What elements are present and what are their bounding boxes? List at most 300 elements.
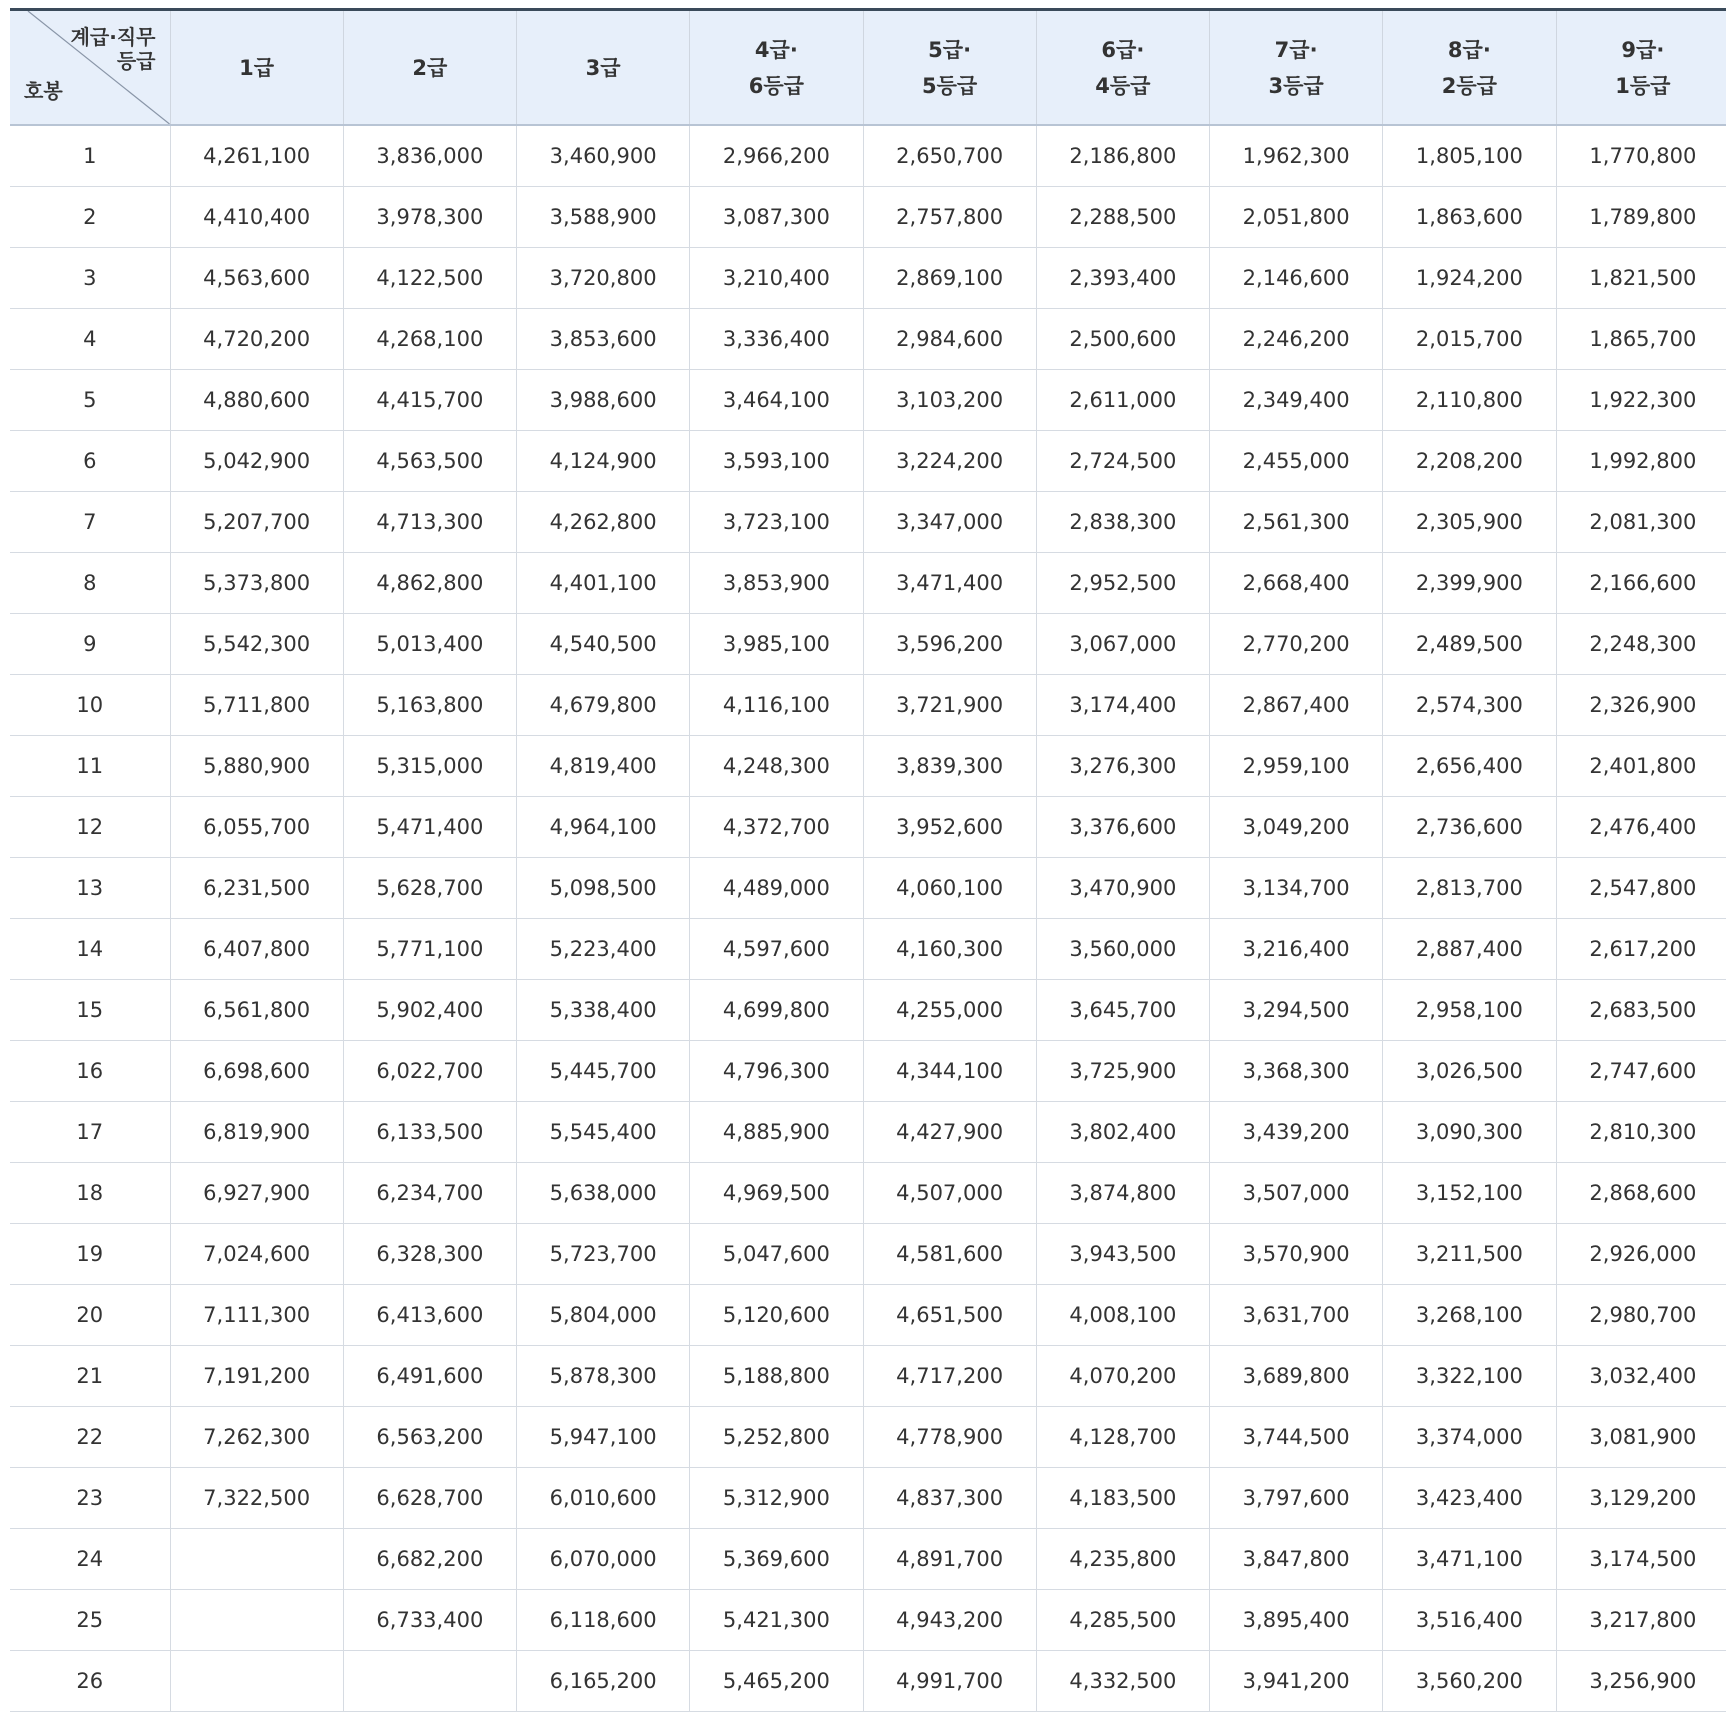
step-cell: 23 <box>10 1468 170 1529</box>
salary-cell: 5,098,500 <box>517 858 690 919</box>
salary-cell: 3,720,800 <box>517 248 690 309</box>
salary-cell: 2,668,400 <box>1210 553 1383 614</box>
salary-cell: 4,128,700 <box>1036 1407 1209 1468</box>
table-row <box>10 1529 1726 1590</box>
salary-cell: 5,421,300 <box>690 1590 863 1651</box>
step-cell: 22 <box>10 1407 170 1468</box>
salary-cell: 3,516,400 <box>1383 1590 1556 1651</box>
salary-cell: 4,410,400 <box>170 187 343 248</box>
step-cell: 14 <box>10 919 170 980</box>
salary-cell: 2,081,300 <box>1556 492 1726 553</box>
salary-cell: 3,470,900 <box>1036 858 1209 919</box>
corner-header-cell <box>10 10 170 126</box>
salary-cell: 3,460,900 <box>517 125 690 187</box>
salary-cell: 5,723,700 <box>517 1224 690 1285</box>
salary-cell: 5,373,800 <box>170 553 343 614</box>
table-row <box>10 858 1726 919</box>
salary-cell: 6,733,400 <box>343 1590 516 1651</box>
salary-cell: 3,067,000 <box>1036 614 1209 675</box>
table-row <box>10 614 1726 675</box>
salary-cell: 2,813,700 <box>1383 858 1556 919</box>
step-cell: 3 <box>10 248 170 309</box>
salary-cell: 3,725,900 <box>1036 1041 1209 1102</box>
salary-cell: 1,789,800 <box>1556 187 1726 248</box>
table-row <box>10 1285 1726 1346</box>
salary-cell: 5,369,600 <box>690 1529 863 1590</box>
salary-cell: 7,322,500 <box>170 1468 343 1529</box>
salary-cell: 3,560,000 <box>1036 919 1209 980</box>
salary-cell: 4,070,200 <box>1036 1346 1209 1407</box>
column-header: 4급· 6등급 <box>690 10 863 126</box>
table-row <box>10 309 1726 370</box>
salary-cell: 3,336,400 <box>690 309 863 370</box>
corner-label-grade: 계급·직무 <box>70 25 156 49</box>
salary-cell: 4,415,700 <box>343 370 516 431</box>
salary-cell: 6,682,200 <box>343 1529 516 1590</box>
salary-cell: 1,992,800 <box>1556 431 1726 492</box>
salary-cell: 3,593,100 <box>690 431 863 492</box>
salary-cell: 4,332,500 <box>1036 1651 1209 1712</box>
salary-cell: 4,880,600 <box>170 370 343 431</box>
salary-cell: 6,070,000 <box>517 1529 690 1590</box>
salary-cell: 2,868,600 <box>1556 1163 1726 1224</box>
salary-cell: 1,922,300 <box>1556 370 1726 431</box>
salary-cell: 5,207,700 <box>170 492 343 553</box>
salary-cell: 1,962,300 <box>1210 125 1383 187</box>
salary-cell: 2,724,500 <box>1036 431 1209 492</box>
salary-cell: 2,393,400 <box>1036 248 1209 309</box>
salary-cell: 4,862,800 <box>343 553 516 614</box>
salary-cell: 5,445,700 <box>517 1041 690 1102</box>
salary-cell: 4,372,700 <box>690 797 863 858</box>
salary-cell: 3,721,900 <box>863 675 1036 736</box>
corner-label-step: 호봉 <box>24 79 63 103</box>
salary-cell: 3,090,300 <box>1383 1102 1556 1163</box>
salary-cell: 5,771,100 <box>343 919 516 980</box>
table-row <box>10 980 1726 1041</box>
step-cell: 10 <box>10 675 170 736</box>
salary-cell <box>170 1590 343 1651</box>
salary-cell: 4,778,900 <box>863 1407 1036 1468</box>
salary-cell: 6,698,600 <box>170 1041 343 1102</box>
salary-cell: 3,596,200 <box>863 614 1036 675</box>
salary-cell: 3,081,900 <box>1556 1407 1726 1468</box>
step-cell: 18 <box>10 1163 170 1224</box>
salary-cell: 5,902,400 <box>343 980 516 1041</box>
salary-cell: 6,055,700 <box>170 797 343 858</box>
salary-cell: 5,471,400 <box>343 797 516 858</box>
salary-cell: 7,111,300 <box>170 1285 343 1346</box>
salary-cell <box>170 1529 343 1590</box>
salary-cell: 5,312,900 <box>690 1468 863 1529</box>
salary-cell: 4,489,000 <box>690 858 863 919</box>
salary-cell: 2,867,400 <box>1210 675 1383 736</box>
salary-cell: 2,887,400 <box>1383 919 1556 980</box>
salary-cell: 4,427,900 <box>863 1102 1036 1163</box>
salary-cell: 4,183,500 <box>1036 1468 1209 1529</box>
salary-cell: 4,837,300 <box>863 1468 1036 1529</box>
table-row <box>10 1224 1726 1285</box>
salary-cell: 4,891,700 <box>863 1529 1036 1590</box>
salary-cell: 2,146,600 <box>1210 248 1383 309</box>
salary-cell: 2,683,500 <box>1556 980 1726 1041</box>
step-cell: 8 <box>10 553 170 614</box>
salary-cell: 1,865,700 <box>1556 309 1726 370</box>
salary-cell: 2,747,600 <box>1556 1041 1726 1102</box>
salary-cell: 3,423,400 <box>1383 1468 1556 1529</box>
salary-cell: 1,863,600 <box>1383 187 1556 248</box>
salary-cell: 2,926,000 <box>1556 1224 1726 1285</box>
table-row <box>10 736 1726 797</box>
salary-cell: 4,268,100 <box>343 309 516 370</box>
salary-cell: 3,507,000 <box>1210 1163 1383 1224</box>
salary-cell: 3,134,700 <box>1210 858 1383 919</box>
salary-cell: 1,924,200 <box>1383 248 1556 309</box>
salary-table <box>10 8 1726 1712</box>
column-header: 8급· 2등급 <box>1383 10 1556 126</box>
table-row <box>10 553 1726 614</box>
salary-cell: 3,631,700 <box>1210 1285 1383 1346</box>
salary-cell: 3,217,800 <box>1556 1590 1726 1651</box>
salary-cell: 4,964,100 <box>517 797 690 858</box>
step-cell: 21 <box>10 1346 170 1407</box>
salary-cell: 3,464,100 <box>690 370 863 431</box>
table-row <box>10 1163 1726 1224</box>
salary-cell: 5,315,000 <box>343 736 516 797</box>
salary-cell: 4,248,300 <box>690 736 863 797</box>
salary-cell: 4,235,800 <box>1036 1529 1209 1590</box>
salary-cell: 4,122,500 <box>343 248 516 309</box>
salary-cell: 2,399,900 <box>1383 553 1556 614</box>
table-row <box>10 1468 1726 1529</box>
salary-cell: 4,008,100 <box>1036 1285 1209 1346</box>
salary-cell <box>343 1651 516 1712</box>
salary-cell: 2,984,600 <box>863 309 1036 370</box>
salary-cell: 3,471,100 <box>1383 1529 1556 1590</box>
salary-cell: 5,465,200 <box>690 1651 863 1712</box>
salary-cell: 2,110,800 <box>1383 370 1556 431</box>
salary-cell: 4,255,000 <box>863 980 1036 1041</box>
salary-cell: 4,262,800 <box>517 492 690 553</box>
column-header: 2급 <box>343 10 516 126</box>
salary-cell: 3,210,400 <box>690 248 863 309</box>
salary-cell: 6,165,200 <box>517 1651 690 1712</box>
corner-label-class: 등급 <box>116 49 156 73</box>
salary-cell: 5,947,100 <box>517 1407 690 1468</box>
salary-cell: 5,047,600 <box>690 1224 863 1285</box>
salary-cell: 5,042,900 <box>170 431 343 492</box>
table-body <box>10 125 1726 1712</box>
salary-cell: 3,645,700 <box>1036 980 1209 1041</box>
salary-cell: 3,836,000 <box>343 125 516 187</box>
salary-cell: 5,628,700 <box>343 858 516 919</box>
salary-cell: 5,188,800 <box>690 1346 863 1407</box>
salary-cell: 4,699,800 <box>690 980 863 1041</box>
salary-cell: 3,588,900 <box>517 187 690 248</box>
step-cell: 25 <box>10 1590 170 1651</box>
salary-cell: 4,581,600 <box>863 1224 1036 1285</box>
salary-cell: 2,869,100 <box>863 248 1036 309</box>
salary-cell: 2,246,200 <box>1210 309 1383 370</box>
salary-cell: 2,757,800 <box>863 187 1036 248</box>
salary-cell: 3,952,600 <box>863 797 1036 858</box>
salary-cell: 2,476,400 <box>1556 797 1726 858</box>
column-header: 1급 <box>170 10 343 126</box>
salary-cell: 3,560,200 <box>1383 1651 1556 1712</box>
salary-cell: 4,124,900 <box>517 431 690 492</box>
salary-cell: 4,344,100 <box>863 1041 1036 1102</box>
salary-cell: 3,216,400 <box>1210 919 1383 980</box>
table-row <box>10 1590 1726 1651</box>
salary-cell: 2,736,600 <box>1383 797 1556 858</box>
salary-cell: 7,024,600 <box>170 1224 343 1285</box>
salary-cell: 2,980,700 <box>1556 1285 1726 1346</box>
salary-cell: 3,943,500 <box>1036 1224 1209 1285</box>
salary-cell: 3,103,200 <box>863 370 1036 431</box>
table-row <box>10 1102 1726 1163</box>
salary-cell: 3,839,300 <box>863 736 1036 797</box>
salary-cell: 2,500,600 <box>1036 309 1209 370</box>
salary-cell: 6,561,800 <box>170 980 343 1041</box>
salary-cell: 2,650,700 <box>863 125 1036 187</box>
salary-cell: 2,305,900 <box>1383 492 1556 553</box>
salary-cell: 3,347,000 <box>863 492 1036 553</box>
salary-cell: 2,349,400 <box>1210 370 1383 431</box>
salary-cell: 3,723,100 <box>690 492 863 553</box>
salary-cell: 3,941,200 <box>1210 1651 1383 1712</box>
salary-cell: 2,455,000 <box>1210 431 1383 492</box>
step-cell: 19 <box>10 1224 170 1285</box>
salary-cell: 5,880,900 <box>170 736 343 797</box>
step-cell: 1 <box>10 125 170 187</box>
step-cell: 12 <box>10 797 170 858</box>
salary-cell: 4,285,500 <box>1036 1590 1209 1651</box>
salary-cell: 5,338,400 <box>517 980 690 1041</box>
salary-cell: 6,927,900 <box>170 1163 343 1224</box>
salary-cell: 3,874,800 <box>1036 1163 1209 1224</box>
salary-cell: 2,186,800 <box>1036 125 1209 187</box>
salary-cell: 4,943,200 <box>863 1590 1036 1651</box>
column-header: 6급· 4등급 <box>1036 10 1209 126</box>
salary-cell: 4,563,600 <box>170 248 343 309</box>
step-cell: 20 <box>10 1285 170 1346</box>
salary-cell: 6,010,600 <box>517 1468 690 1529</box>
salary-cell: 1,821,500 <box>1556 248 1726 309</box>
salary-cell: 1,805,100 <box>1383 125 1556 187</box>
salary-cell: 5,223,400 <box>517 919 690 980</box>
salary-cell: 2,288,500 <box>1036 187 1209 248</box>
salary-cell: 3,129,200 <box>1556 1468 1726 1529</box>
salary-cell: 4,991,700 <box>863 1651 1036 1712</box>
table-row <box>10 492 1726 553</box>
salary-cell: 6,491,600 <box>343 1346 516 1407</box>
table-row <box>10 1346 1726 1407</box>
column-header: 5급· 5등급 <box>863 10 1036 126</box>
salary-cell: 2,838,300 <box>1036 492 1209 553</box>
salary-cell: 2,810,300 <box>1556 1102 1726 1163</box>
salary-cell: 3,985,100 <box>690 614 863 675</box>
step-cell: 5 <box>10 370 170 431</box>
table-row <box>10 797 1726 858</box>
salary-cell: 2,547,800 <box>1556 858 1726 919</box>
salary-cell: 4,563,500 <box>343 431 516 492</box>
salary-cell: 2,656,400 <box>1383 736 1556 797</box>
step-cell: 16 <box>10 1041 170 1102</box>
table-row <box>10 919 1726 980</box>
salary-cell: 2,248,300 <box>1556 614 1726 675</box>
salary-cell: 4,885,900 <box>690 1102 863 1163</box>
salary-cell: 2,617,200 <box>1556 919 1726 980</box>
salary-cell: 5,013,400 <box>343 614 516 675</box>
salary-cell: 3,224,200 <box>863 431 1036 492</box>
table-row <box>10 248 1726 309</box>
salary-cell: 5,120,600 <box>690 1285 863 1346</box>
step-cell: 4 <box>10 309 170 370</box>
table-row <box>10 1407 1726 1468</box>
salary-cell: 6,234,700 <box>343 1163 516 1224</box>
salary-cell: 3,978,300 <box>343 187 516 248</box>
salary-cell: 4,679,800 <box>517 675 690 736</box>
salary-cell: 4,713,300 <box>343 492 516 553</box>
salary-cell: 6,413,600 <box>343 1285 516 1346</box>
salary-cell: 4,597,600 <box>690 919 863 980</box>
salary-cell: 6,563,200 <box>343 1407 516 1468</box>
table-row <box>10 125 1726 187</box>
salary-cell: 2,958,100 <box>1383 980 1556 1041</box>
salary-cell: 5,638,000 <box>517 1163 690 1224</box>
salary-cell: 3,376,600 <box>1036 797 1209 858</box>
salary-cell: 4,160,300 <box>863 919 1036 980</box>
salary-cell: 6,819,900 <box>170 1102 343 1163</box>
table-row <box>10 675 1726 736</box>
salary-cell: 4,796,300 <box>690 1041 863 1102</box>
salary-cell: 2,326,900 <box>1556 675 1726 736</box>
step-cell: 13 <box>10 858 170 919</box>
salary-cell: 3,087,300 <box>690 187 863 248</box>
salary-cell: 4,717,200 <box>863 1346 1036 1407</box>
table-row <box>10 431 1726 492</box>
salary-cell: 3,988,600 <box>517 370 690 431</box>
salary-cell: 3,895,400 <box>1210 1590 1383 1651</box>
salary-cell: 3,152,100 <box>1383 1163 1556 1224</box>
salary-cell: 4,720,200 <box>170 309 343 370</box>
salary-cell: 2,166,600 <box>1556 553 1726 614</box>
salary-cell: 3,174,400 <box>1036 675 1209 736</box>
salary-cell: 3,268,100 <box>1383 1285 1556 1346</box>
salary-cell: 4,261,100 <box>170 125 343 187</box>
salary-cell: 5,252,800 <box>690 1407 863 1468</box>
step-cell: 6 <box>10 431 170 492</box>
salary-cell: 6,118,600 <box>517 1590 690 1651</box>
salary-cell: 7,262,300 <box>170 1407 343 1468</box>
salary-cell: 3,276,300 <box>1036 736 1209 797</box>
table-row <box>10 187 1726 248</box>
salary-cell: 3,689,800 <box>1210 1346 1383 1407</box>
salary-cell: 6,628,700 <box>343 1468 516 1529</box>
salary-cell: 2,051,800 <box>1210 187 1383 248</box>
salary-cell: 2,015,700 <box>1383 309 1556 370</box>
salary-cell: 3,744,500 <box>1210 1407 1383 1468</box>
salary-cell: 4,116,100 <box>690 675 863 736</box>
step-cell: 17 <box>10 1102 170 1163</box>
salary-cell: 1,770,800 <box>1556 125 1726 187</box>
salary-cell: 2,959,100 <box>1210 736 1383 797</box>
salary-cell: 6,407,800 <box>170 919 343 980</box>
salary-cell: 3,049,200 <box>1210 797 1383 858</box>
salary-cell: 5,545,400 <box>517 1102 690 1163</box>
salary-cell: 3,211,500 <box>1383 1224 1556 1285</box>
salary-cell: 2,770,200 <box>1210 614 1383 675</box>
table-header <box>10 10 1726 126</box>
salary-cell: 3,368,300 <box>1210 1041 1383 1102</box>
salary-cell: 3,570,900 <box>1210 1224 1383 1285</box>
salary-cell: 3,802,400 <box>1036 1102 1209 1163</box>
salary-cell: 4,819,400 <box>517 736 690 797</box>
salary-cell: 5,804,000 <box>517 1285 690 1346</box>
step-cell: 24 <box>10 1529 170 1590</box>
salary-cell: 2,611,000 <box>1036 370 1209 431</box>
salary-cell: 5,711,800 <box>170 675 343 736</box>
step-cell: 26 <box>10 1651 170 1712</box>
salary-cell: 2,561,300 <box>1210 492 1383 553</box>
salary-cell: 3,471,400 <box>863 553 1036 614</box>
salary-cell: 2,966,200 <box>690 125 863 187</box>
salary-cell: 3,032,400 <box>1556 1346 1726 1407</box>
step-cell: 11 <box>10 736 170 797</box>
salary-cell: 3,322,100 <box>1383 1346 1556 1407</box>
column-header: 3급 <box>517 10 690 126</box>
salary-cell: 3,374,000 <box>1383 1407 1556 1468</box>
salary-cell: 3,256,900 <box>1556 1651 1726 1712</box>
salary-cell: 5,878,300 <box>517 1346 690 1407</box>
salary-cell: 6,133,500 <box>343 1102 516 1163</box>
step-cell: 9 <box>10 614 170 675</box>
table-row <box>10 1651 1726 1712</box>
salary-cell: 3,853,600 <box>517 309 690 370</box>
table-row <box>10 1041 1726 1102</box>
salary-cell: 4,507,000 <box>863 1163 1036 1224</box>
salary-cell: 6,328,300 <box>343 1224 516 1285</box>
salary-cell <box>170 1651 343 1712</box>
salary-cell: 3,797,600 <box>1210 1468 1383 1529</box>
step-cell: 7 <box>10 492 170 553</box>
salary-cell: 4,401,100 <box>517 553 690 614</box>
salary-cell: 2,489,500 <box>1383 614 1556 675</box>
salary-cell: 2,574,300 <box>1383 675 1556 736</box>
salary-cell: 2,401,800 <box>1556 736 1726 797</box>
salary-cell: 3,439,200 <box>1210 1102 1383 1163</box>
salary-cell: 4,060,100 <box>863 858 1036 919</box>
salary-cell: 4,651,500 <box>863 1285 1036 1346</box>
salary-cell: 3,174,500 <box>1556 1529 1726 1590</box>
column-header: 7급· 3등급 <box>1210 10 1383 126</box>
table-row <box>10 370 1726 431</box>
salary-cell: 4,540,500 <box>517 614 690 675</box>
salary-cell: 7,191,200 <box>170 1346 343 1407</box>
salary-cell: 6,231,500 <box>170 858 343 919</box>
salary-cell: 2,208,200 <box>1383 431 1556 492</box>
column-header: 9급· 1등급 <box>1556 10 1726 126</box>
salary-cell: 6,022,700 <box>343 1041 516 1102</box>
salary-cell: 3,853,900 <box>690 553 863 614</box>
salary-cell: 5,542,300 <box>170 614 343 675</box>
salary-cell: 2,952,500 <box>1036 553 1209 614</box>
step-cell: 15 <box>10 980 170 1041</box>
salary-cell: 3,847,800 <box>1210 1529 1383 1590</box>
step-cell: 2 <box>10 187 170 248</box>
salary-cell: 4,969,500 <box>690 1163 863 1224</box>
salary-cell: 5,163,800 <box>343 675 516 736</box>
